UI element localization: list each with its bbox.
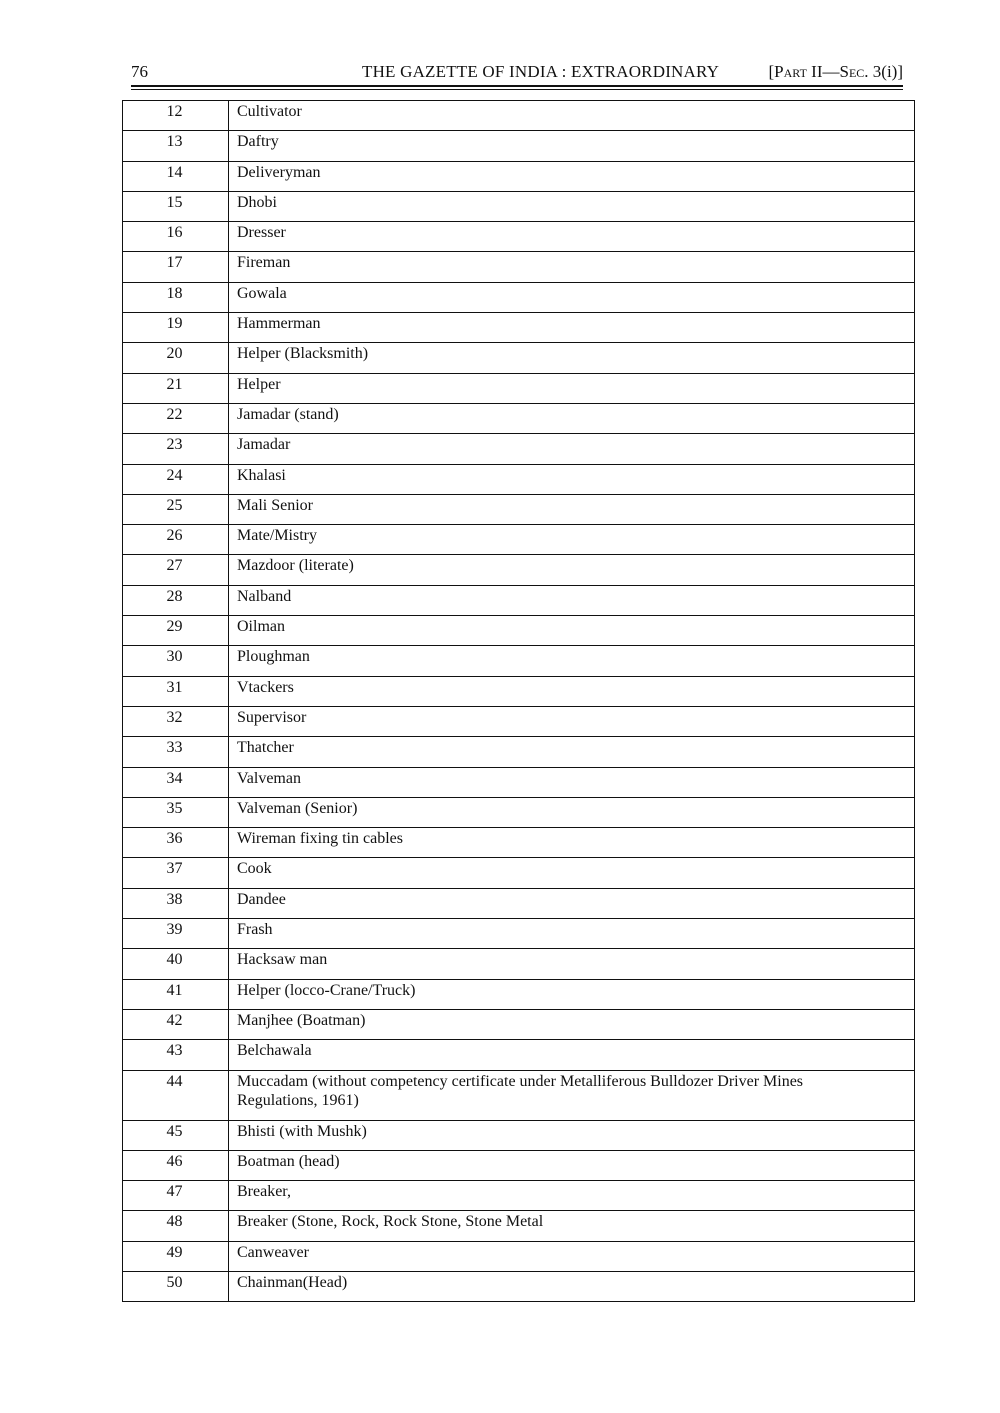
serial-number-cell: 20 [123, 343, 229, 373]
serial-number-cell: 32 [123, 706, 229, 736]
occupation-name-cell: Helper (Blacksmith) [229, 343, 915, 373]
section-number: . 3(i)] [864, 62, 903, 81]
occupation-name-cell: Thatcher [229, 737, 915, 767]
occupation-name-cell: Gowala [229, 282, 915, 312]
occupation-name-cell: Chainman(Head) [229, 1271, 915, 1301]
table-row [123, 313, 915, 343]
occupation-name-cell: Dhobi [229, 191, 915, 221]
occupation-name-cell: Valveman [229, 767, 915, 797]
occupation-name-cell: Khalasi [229, 464, 915, 494]
occupation-name-cell: Boatman (head) [229, 1150, 915, 1180]
gazette-title: THE GAZETTE OF INDIA : EXTRAORDINARY [362, 62, 720, 81]
serial-number-cell: 49 [123, 1241, 229, 1271]
table-row [123, 706, 915, 736]
table-row [123, 373, 915, 403]
table-row [123, 919, 915, 949]
serial-number-cell: 42 [123, 1009, 229, 1039]
occupation-name-cell: Cook [229, 858, 915, 888]
table-row [123, 1211, 915, 1241]
table-row [123, 434, 915, 464]
table-row [123, 464, 915, 494]
occupation-name-cell: Breaker (Stone, Rock, Rock Stone, Stone Metal [229, 1211, 915, 1241]
table-row [123, 949, 915, 979]
table-row [123, 1120, 915, 1150]
serial-number-cell: 12 [123, 101, 229, 131]
occupation-name-cell: Deliveryman [229, 161, 915, 191]
serial-number-cell: 45 [123, 1120, 229, 1150]
serial-number-cell: 28 [123, 585, 229, 615]
serial-number-cell: 38 [123, 888, 229, 918]
occupation-name-cell: Mali Senior [229, 494, 915, 524]
table-row [123, 676, 915, 706]
occupation-name-cell: Breaker, [229, 1181, 915, 1211]
section-label: Sec [839, 62, 865, 81]
table-row [123, 737, 915, 767]
table-row [123, 616, 915, 646]
occupation-name-cell: Jamadar (stand) [229, 403, 915, 433]
serial-number-cell: 48 [123, 1211, 229, 1241]
occupation-name-cell: Dresser [229, 222, 915, 252]
occupation-name-cell: Frash [229, 919, 915, 949]
serial-number-cell: 17 [123, 252, 229, 282]
serial-number-cell: 18 [123, 282, 229, 312]
occupation-name-cell: Jamadar [229, 434, 915, 464]
occupations-table-body [123, 101, 915, 1302]
part-number: II— [806, 62, 840, 81]
serial-number-cell: 33 [123, 737, 229, 767]
header-rule-thin [131, 89, 903, 90]
table-row [123, 525, 915, 555]
table-row [123, 1271, 915, 1301]
serial-number-cell: 41 [123, 979, 229, 1009]
table-row [123, 1009, 915, 1039]
table-row [123, 888, 915, 918]
occupation-name-cell: Cultivator [229, 101, 915, 131]
occupation-name-cell: Muccadam (without competency certificate under Metalliferous Bulldozer Driver Mines Regulations, 1961) [229, 1070, 915, 1120]
occupation-name-cell: Valveman (Senior) [229, 797, 915, 827]
table-row [123, 252, 915, 282]
table-row [123, 343, 915, 373]
table-row [123, 222, 915, 252]
table-row [123, 767, 915, 797]
occupation-name-cell: Bhisti (with Mushk) [229, 1120, 915, 1150]
occupation-name-cell: Hammerman [229, 313, 915, 343]
page-number: 76 [131, 62, 148, 81]
occupations-table [122, 100, 915, 1302]
serial-number-cell: 43 [123, 1040, 229, 1070]
occupation-name-cell: Dandee [229, 888, 915, 918]
occupation-name-cell: Oilman [229, 616, 915, 646]
occupation-name-cell: Vtackers [229, 676, 915, 706]
page-header [131, 62, 903, 84]
table-row [123, 1241, 915, 1271]
table-row [123, 191, 915, 221]
part-open-bracket: [ [768, 62, 775, 81]
occupation-name-cell: Daftry [229, 131, 915, 161]
table-row [123, 646, 915, 676]
table-row [123, 797, 915, 827]
table-row [123, 555, 915, 585]
serial-number-cell: 25 [123, 494, 229, 524]
occupation-name-cell: Hacksaw man [229, 949, 915, 979]
serial-number-cell: 23 [123, 434, 229, 464]
serial-number-cell: 50 [123, 1271, 229, 1301]
serial-number-cell: 35 [123, 797, 229, 827]
serial-number-cell: 29 [123, 616, 229, 646]
occupation-name-cell: Helper [229, 373, 915, 403]
table-row [123, 282, 915, 312]
part-section-label [769, 62, 904, 82]
occupation-name-cell: Helper (locco-Crane/Truck) [229, 979, 915, 1009]
serial-number-cell: 26 [123, 525, 229, 555]
part-label: Part [774, 62, 807, 81]
serial-number-cell: 21 [123, 373, 229, 403]
serial-number-cell: 36 [123, 828, 229, 858]
serial-number-cell: 15 [123, 191, 229, 221]
occupation-name-cell: Belchawala [229, 1040, 915, 1070]
serial-number-cell: 47 [123, 1181, 229, 1211]
serial-number-cell: 14 [123, 161, 229, 191]
table-row [123, 131, 915, 161]
occupation-name-cell: Mazdoor (literate) [229, 555, 915, 585]
serial-number-cell: 34 [123, 767, 229, 797]
table-row [123, 1181, 915, 1211]
table-row [123, 1150, 915, 1180]
occupation-name-cell: Wireman fixing tin cables [229, 828, 915, 858]
serial-number-cell: 13 [123, 131, 229, 161]
table-row [123, 828, 915, 858]
header-rule-thick [131, 85, 903, 87]
occupation-name-cell: Manjhee (Boatman) [229, 1009, 915, 1039]
table-row [123, 1070, 915, 1120]
table-row [123, 858, 915, 888]
occupation-name-cell: Ploughman [229, 646, 915, 676]
occupation-name-cell: Canweaver [229, 1241, 915, 1271]
occupation-name-cell: Fireman [229, 252, 915, 282]
table-row [123, 403, 915, 433]
table-row [123, 101, 915, 131]
table-row [123, 494, 915, 524]
occupation-name-cell: Mate/Mistry [229, 525, 915, 555]
table-row [123, 161, 915, 191]
serial-number-cell: 19 [123, 313, 229, 343]
serial-number-cell: 31 [123, 676, 229, 706]
serial-number-cell: 40 [123, 949, 229, 979]
serial-number-cell: 24 [123, 464, 229, 494]
serial-number-cell: 22 [123, 403, 229, 433]
occupation-name-cell: Nalband [229, 585, 915, 615]
table-row [123, 1040, 915, 1070]
serial-number-cell: 16 [123, 222, 229, 252]
serial-number-cell: 39 [123, 919, 229, 949]
serial-number-cell: 44 [123, 1070, 229, 1120]
serial-number-cell: 30 [123, 646, 229, 676]
serial-number-cell: 46 [123, 1150, 229, 1180]
occupation-name-cell: Supervisor [229, 706, 915, 736]
serial-number-cell: 37 [123, 858, 229, 888]
serial-number-cell: 27 [123, 555, 229, 585]
table-row [123, 979, 915, 1009]
table-row [123, 585, 915, 615]
